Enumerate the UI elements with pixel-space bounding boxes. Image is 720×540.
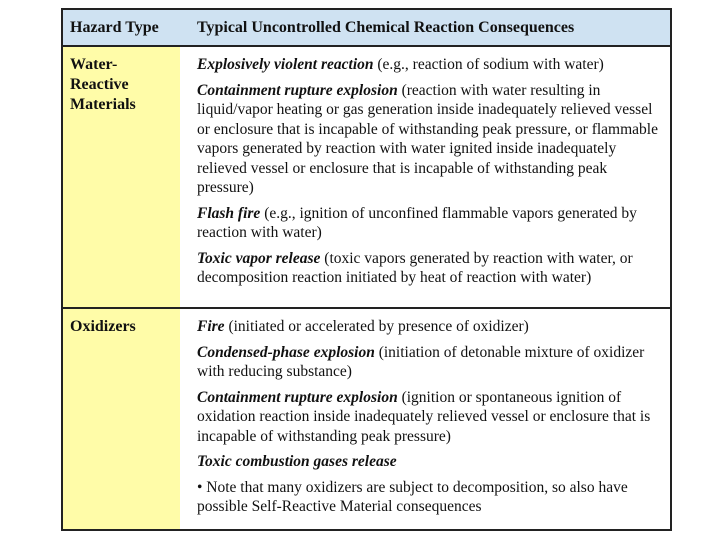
header-hazard-type: Hazard Type	[70, 19, 159, 36]
table-header	[63, 10, 670, 47]
consequence-detail: (e.g., reaction of sodium with water)	[373, 56, 604, 73]
consequence-detail: (reaction with water resulting in liquid/vapor heating or gas generation inside inadequately relieved vessel or enclosure that is incapable of withstanding peak pressure, or flammable vapors generated by reaction with water ignited inside inadequately relieved vessel or enclosure that is incapable of withstanding peak pressure)	[197, 81, 658, 196]
oxidizer-note: • Note that many oxidizers are subject to decomposition, so also have possible Self-Reactive Material consequences	[197, 478, 628, 515]
consequence-term: Condensed-phase explosion	[197, 343, 375, 361]
consequence-item	[197, 388, 664, 447]
consequence-detail: (ignition or spontaneous ignition of oxidation reaction inside inadequately relieved vessel or enclosure that is incapable of withstanding peak pressure)	[197, 388, 651, 445]
header-consequences: Typical Uncontrolled Chemical Reaction Consequences	[197, 19, 575, 36]
table-row-water-reactive	[63, 47, 670, 309]
consequence-term: Toxic combustion gases release	[197, 453, 397, 470]
consequence-detail: (initiated or accelerated by presence of oxidizer)	[224, 318, 529, 335]
consequence-item	[197, 81, 664, 198]
consequence-term: Containment rupture explosion	[197, 81, 398, 99]
consequences-cell	[180, 47, 670, 307]
consequence-item	[197, 204, 664, 243]
table-row-oxidizers	[63, 309, 670, 529]
consequence-term: Toxic vapor release	[197, 249, 321, 267]
consequence-term: Fire	[197, 318, 225, 335]
consequence-term: Containment rupture explosion	[197, 388, 398, 406]
consequence-item	[197, 452, 664, 472]
consequence-item	[197, 55, 664, 75]
consequence-detail: (e.g., ignition of unconfined flammable vapors generated by reaction with water)	[197, 204, 637, 241]
consequence-item	[197, 343, 664, 382]
consequences-cell	[180, 309, 670, 529]
consequence-term: Flash fire	[197, 204, 261, 222]
consequence-item	[197, 317, 664, 337]
hazard-consequence-table	[61, 8, 672, 531]
consequence-detail: (toxic vapors generated by reaction with water, or decomposition reaction initiated by heat of reaction with water)	[197, 249, 633, 286]
consequence-term: Explosively violent reaction	[197, 56, 374, 73]
hazard-type-cell: Water-Reactive Materials	[63, 47, 180, 307]
consequence-item	[197, 249, 664, 288]
consequence-detail: (initiation of detonable mixture of oxidizer with reducing substance)	[197, 343, 645, 380]
hazard-type-cell: Oxidizers	[63, 309, 180, 529]
